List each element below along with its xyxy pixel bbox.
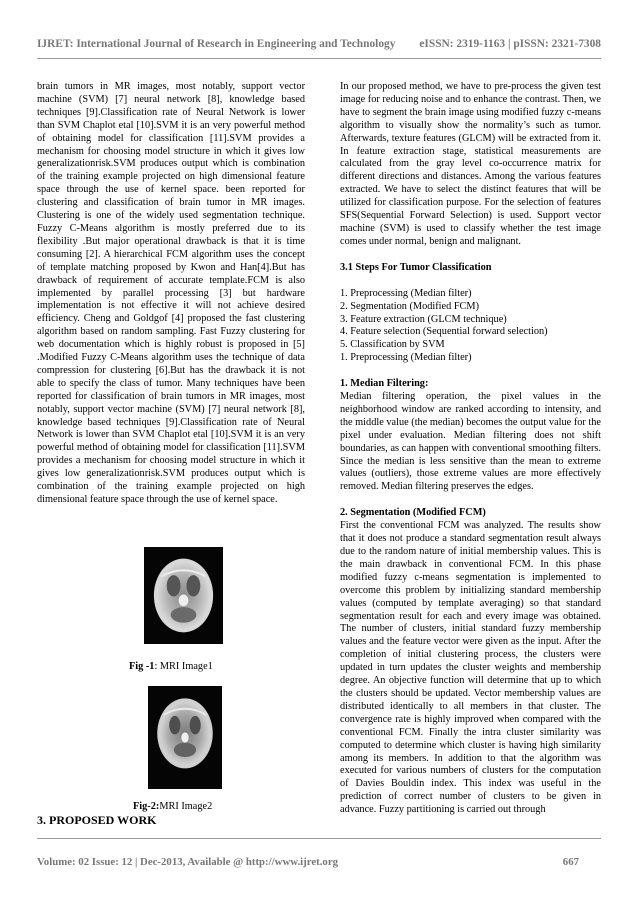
right-column (340, 81, 601, 817)
figure-1-caption-text: : MRI Image1 (154, 661, 213, 672)
journal-title: IJRET: International Journal of Research in Engineering and Technology (37, 38, 396, 50)
figure-2-caption (133, 801, 212, 812)
issn-info: eISSN: 2319-1163 | pISSN: 2321-7308 (419, 38, 601, 50)
mri-brain-scan-icon (148, 686, 222, 789)
list-item: 2. Segmentation (Modified FCM) (340, 300, 479, 312)
figure-2-label: Fig-2: (133, 801, 160, 812)
page-number: 667 (562, 856, 579, 868)
figure-1-caption (129, 661, 213, 672)
left-body-paragraph: brain tumors in MR images, most notably, support vector machine (SVM) [7] neural network [8], knowledge based techniques [9].Classification rate of Neural Network is lower than SVM Chaplot etal [10].SVM it is an very powerful method of obtaining model for classification [11].SVM provides a mechanism for choosing model structure in which it gives low generalizationrisk.SVM produces output which is combination of the training example projected on high dimensional feature space through the use of kernel space. been reported for clustering and classification of brain tumor in MR images. Clustering is one of the widely used segmentation technique. Fuzzy C-Means algorithm is mostly preferred due to its flexibility .But major operational drawback is that it is time consuming [2]. A hierarchical FCM algorithm uses the concept of template matching proposed by Kwon and Han[4].But has drawback of requirement of accurate template.FCM is also implemented by parallel processing [3] but hardware implementation is not effective it will not achieve desired efficiency. Cheng and Goldgof [4] proposed the fast clustering algorithm based on random sampling. Fast Fuzzy clustering for web documentation which is highly robust is proposed in [5] .Modified Fuzzy C-Means algorithm uses the technique of data compression for clustering [6].But has the drawback it is not able to specify the class of tumor. Many techniques have been reported for classification of brain tumors in MR images, most notably, support vector machine (SVM) [7] neural network [8], knowledge based techniques [9].Classification rate of Neural Network is lower than SVM Chaplot etal [10].SVM it is an very powerful method of obtaining model for classification [11].SVM provides a mechanism for choosing model structure in which it gives low generalizationrisk.SVM produces output which is combination of the training example projected on high dimensional feature space through the use of kernel space. (37, 81, 305, 505)
mri-brain-scan-icon (144, 547, 223, 644)
figure-2 (148, 686, 222, 789)
figure-1 (144, 547, 223, 644)
page-footer (37, 856, 601, 868)
figure-1-label: Fig -1 (129, 661, 155, 672)
steps-list (340, 288, 601, 365)
header-rule (37, 58, 601, 59)
list-item: 5. Classification by SVM (340, 339, 445, 351)
median-paragraph: Median filtering operation, the pixel values in the neighborhood window are ranked according to intensity, and the middle value (the median) becomes the output value for the pixel under evaluation. Median filtering does not shift boundaries, as can happen with conventional smoothing filters. Since the median is less sensitive than the mean to extreme values (outliers), those extreme values are more effectively removed. Median filtering preserves the edges. (340, 391, 601, 493)
section-heading: 3. PROPOSED WORK (37, 813, 157, 827)
list-item: 1. Preprocessing (Median filter) (340, 287, 472, 299)
figure-2-caption-text: MRI Image2 (159, 801, 213, 812)
segmentation-paragraph: First the conventional FCM was analyzed. The results show that it does not produce a standard segmentation result always due to the random nature of initial membership values. This is the main drawback in conventional FCM. In this phase modified fuzzy c-means segmentation is implemented to overcome this problem by initializing standard membership values (computed by template averaging) so that standard segmentation result for each and every image was obtained. The number of clusters, initial standard fuzzy membership values and the feature vector were given as the input. After the completion of initial clustering process, the clusters were updated in turn updates the cluster weights and membership degree. An objective function will determine that up to which the clusters should be updated. Vector membership values are distributed identically to all members in that cluster. The convergence rate is highly improved when compared with the conventional FCM. Finally the intra cluster similarity was computed to determine which cluster is having high similarity among its members. In addition to that the algorithm was executed for various numbers of clusters for the computation of Davies Bouldin index. This index was useful in the prediction of correct number of clusters to be given in advance. Fuzzy partitioning is carried out through (340, 520, 601, 816)
steps-heading: 3.1 Steps For Tumor Classification (340, 261, 492, 273)
list-item: 4. Feature selection (Sequential forward selection) (340, 326, 548, 338)
left-column (37, 81, 305, 507)
footer-volume: Volume: 02 Issue: 12 | Dec-2013, Available @ http://www.ijret.org (37, 856, 339, 868)
list-item: 1. Preprocessing (Median filter) (340, 352, 472, 364)
median-heading: 1. Median Filtering: (340, 378, 429, 390)
list-item: 3. Feature extraction (GLCM technique) (340, 313, 507, 325)
intro-paragraph: In our proposed method, we have to pre-process the given test image for reducing noise and to enhance the contrast. Then, we have to segment the brain image using modified fuzzy c-means algorithm to visually show the normality’s such as tumor. Afterwards, texture features (GLCM) will be extracted from it. In feature extraction stage, statistical measurements are calculated from the gray level co-occurrence matrix for different directions and distances. Among the various features extracted. We have to select the distinct features that will be utilized for classification purpose. For the selection of features SFS(Sequential Forward Selection) is used. Support vector machine (SVM) is used to classify whether the test image comes under normal, benign and malignant. (340, 81, 601, 247)
footer-rule (37, 838, 601, 839)
segmentation-heading: 2. Segmentation (Modified FCM) (340, 507, 486, 519)
